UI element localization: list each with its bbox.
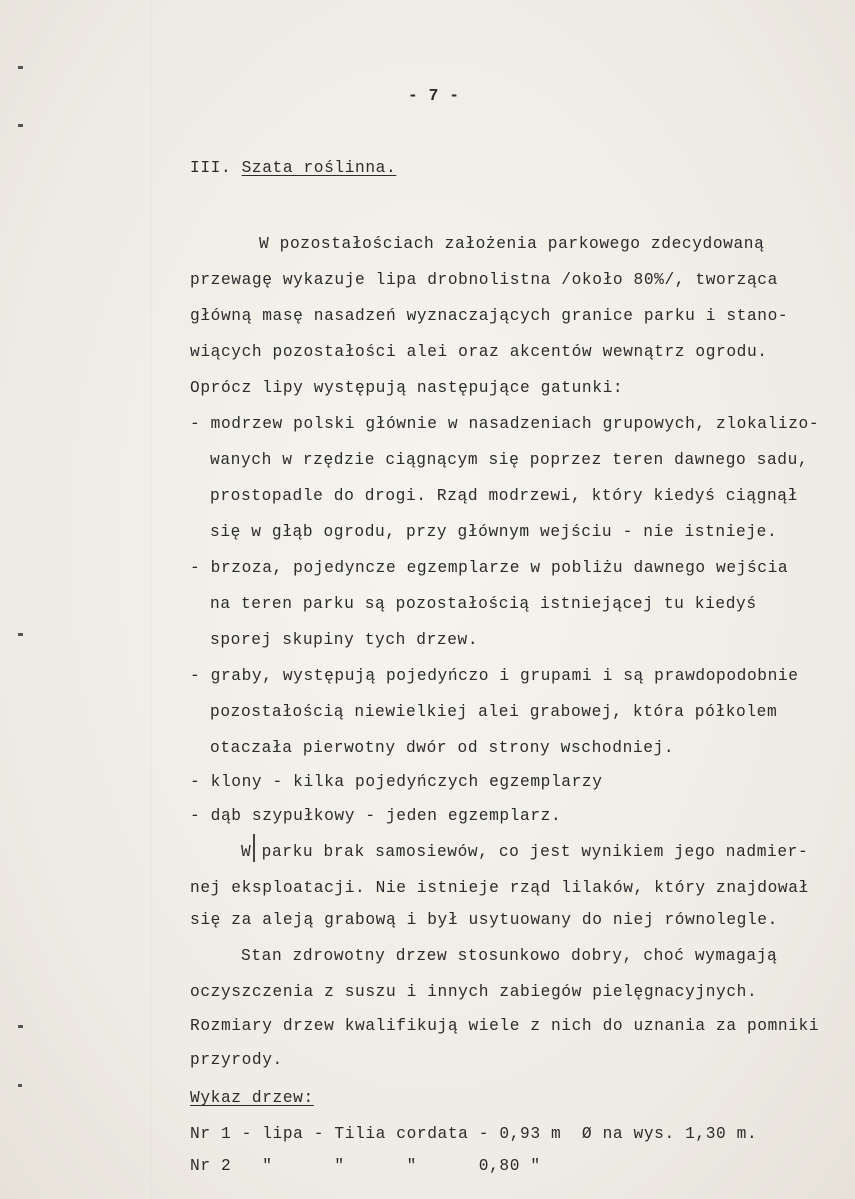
body-line: W pozostałościach założenia parkowego zdecydowaną bbox=[259, 235, 765, 253]
binder-mark bbox=[18, 1084, 22, 1087]
list-item-continuation: pozostałością niewielkiej alei grabowej, która półkolem bbox=[210, 703, 778, 721]
list-item-continuation: na teren parku są pozostałością istniejącej tu kiedyś bbox=[210, 595, 757, 613]
list-item: - dąb szypułkowy - jeden egzemplarz. bbox=[190, 807, 562, 825]
tree-list-row: Nr 2 " " " 0,80 " bbox=[190, 1157, 541, 1175]
section-heading bbox=[190, 158, 396, 178]
tree-list-row: Nr 1 - lipa - Tilia cordata - 0,93 m Ø na wys. 1,30 m. bbox=[190, 1125, 758, 1143]
tree-list-heading: Wykaz drzew: bbox=[190, 1089, 314, 1107]
binder-mark bbox=[18, 66, 23, 69]
binder-mark bbox=[18, 124, 23, 127]
binder-mark bbox=[18, 1025, 23, 1028]
list-item-continuation: się w głąb ogrodu, przy głównym wejściu - nie istnieje. bbox=[210, 523, 778, 541]
body-line: Rozmiary drzew kwalifikują wiele z nich do uznania za pomniki bbox=[190, 1017, 820, 1035]
list-item: - klony - kilka pojedyńczych egzemplarzy bbox=[190, 773, 603, 791]
body-line: oczyszczenia z suszu i innych zabiegów pielęgnacyjnych. bbox=[190, 983, 758, 1001]
body-line: Stan zdrowotny drzew stosunkowo dobry, choć wymagają bbox=[241, 947, 778, 965]
list-item-continuation: prostopadle do drogi. Rząd modrzewi, który kiedyś ciągnął bbox=[210, 487, 798, 505]
body-line: W parku brak samosiewów, co jest wynikiem jego nadmier- bbox=[241, 843, 809, 861]
list-item-continuation: otaczała pierwotny dwór od strony wschodniej. bbox=[210, 739, 675, 757]
list-item: - graby, występują pojedyńczo i grupami i są prawdopodobnie bbox=[190, 667, 799, 685]
list-item-continuation: sporej skupiny tych drzew. bbox=[210, 631, 479, 649]
body-line: Oprócz lipy występują następujące gatunki: bbox=[190, 379, 624, 397]
page-number: - 7 - bbox=[408, 87, 460, 105]
section-number: III. bbox=[190, 159, 232, 177]
body-line: nej eksploatacji. Nie istnieje rząd lilaków, który znajdował bbox=[190, 879, 809, 897]
list-item: - brzoza, pojedyncze egzemplarze w pobliżu dawnego wejścia bbox=[190, 559, 789, 577]
body-line: główną masę nasadzeń wyznaczających granice parku i stano- bbox=[190, 307, 789, 325]
section-title: Szata roślinna. bbox=[241, 159, 397, 177]
binder-mark bbox=[18, 633, 23, 636]
body-line: przyrody. bbox=[190, 1051, 283, 1069]
body-line: przewagę wykazuje lipa drobnolistna /około 80%/, tworząca bbox=[190, 271, 778, 289]
body-line: się za aleją grabową i był usytuowany do niej równolegle. bbox=[190, 911, 778, 929]
body-line: wiących pozostałości alei oraz akcentów wewnątrz ogrodu. bbox=[190, 343, 768, 361]
list-item-continuation: wanych w rzędzie ciągnącym się poprzez teren dawnego sadu, bbox=[210, 451, 809, 469]
scan-shadow bbox=[150, 0, 151, 1199]
list-item: - modrzew polski głównie w nasadzeniach grupowych, zlokalizo- bbox=[190, 415, 820, 433]
